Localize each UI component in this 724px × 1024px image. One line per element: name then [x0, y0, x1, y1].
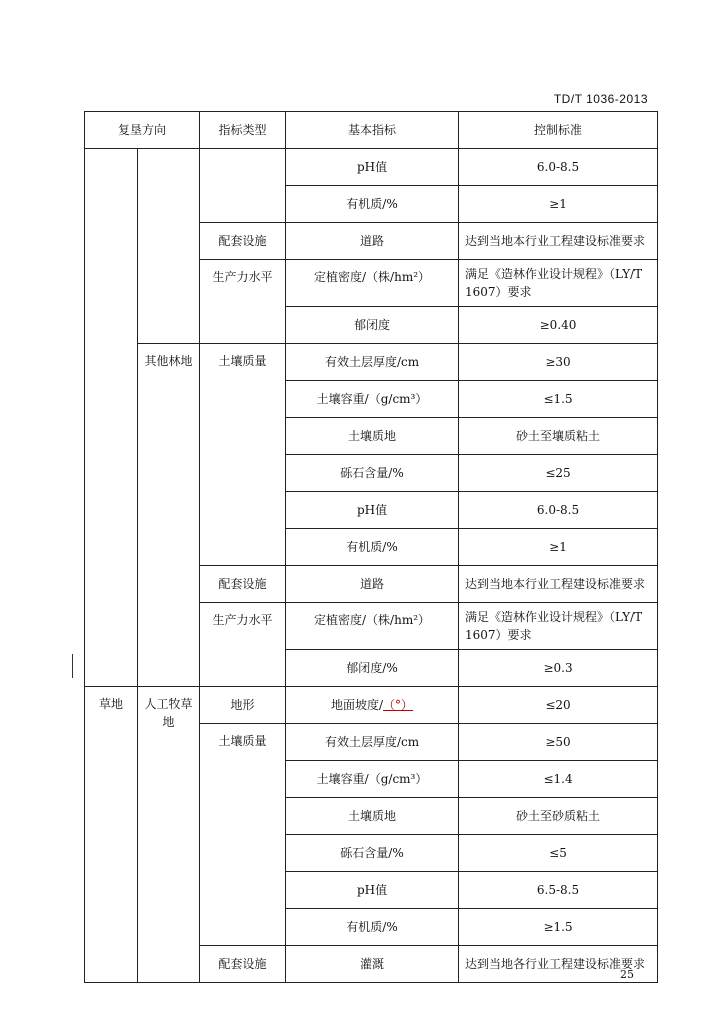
- indicator-cell: 有机质/%: [286, 909, 459, 946]
- indicator-cell: 土壤容重/（g/cm³）: [286, 381, 459, 418]
- table-row: [85, 149, 658, 186]
- standard-cell: ≥1.5: [459, 909, 658, 946]
- indicator-main-text: 地面坡度/: [330, 698, 384, 712]
- subcategory-cell: 人工牧草地: [138, 687, 200, 983]
- standard-cell: ≤1.5: [459, 381, 658, 418]
- standard-cell: ≥50: [459, 724, 658, 761]
- indicator-cell: 土壤质地: [286, 418, 459, 455]
- standard-cell: ≥0.3: [459, 650, 658, 687]
- indicator-cell: 土壤质地: [286, 798, 459, 835]
- indicator-cell: 郁闭度: [286, 307, 459, 344]
- standard-cell: 砂土至壤质粘土: [459, 418, 658, 455]
- category-cell-continued: [85, 149, 138, 687]
- subcategory-cell: 其他林地: [138, 344, 200, 687]
- type-cell: 配套设施: [200, 946, 286, 983]
- header-control-standard: 控制标准: [459, 112, 658, 149]
- revision-margin-mark: [72, 654, 73, 678]
- standard-cell: ≥30: [459, 344, 658, 381]
- standard-cell: ≥0.40: [459, 307, 658, 344]
- table-header-row: [85, 112, 658, 149]
- type-cell: 配套设施: [200, 223, 286, 260]
- header-indicator-type: 指标类型: [200, 112, 286, 149]
- tracked-change-text: （°）: [383, 698, 414, 712]
- type-cell: 生产力水平: [200, 603, 286, 687]
- standard-cell: 满足《造林作业设计规程》（LY/T 1607）要求: [459, 603, 658, 650]
- indicator-cell: 道路: [286, 223, 459, 260]
- indicator-cell: 定植密度/（株/hm²）: [286, 260, 459, 307]
- indicator-cell: 定植密度/（株/hm²）: [286, 603, 459, 650]
- type-cell-continued: [200, 149, 286, 223]
- type-cell: 配套设施: [200, 566, 286, 603]
- standard-cell: ≤5: [459, 835, 658, 872]
- indicator-cell: [286, 687, 459, 724]
- indicator-cell: pH值: [286, 149, 459, 186]
- subcategory-cell-continued: [138, 149, 200, 344]
- type-cell: 土壤质量: [200, 724, 286, 946]
- standard-cell: 6.0-8.5: [459, 149, 658, 186]
- standard-cell: ≥1: [459, 529, 658, 566]
- table-row: [85, 687, 658, 724]
- indicator-cell: 道路: [286, 566, 459, 603]
- indicator-cell: pH值: [286, 492, 459, 529]
- indicator-cell: 有效土层厚度/cm: [286, 344, 459, 381]
- indicator-cell: 土壤容重/（g/cm³）: [286, 761, 459, 798]
- indicator-cell: pH值: [286, 872, 459, 909]
- standard-cell: 6.0-8.5: [459, 492, 658, 529]
- standard-cell: 满足《造林作业设计规程》（LY/T 1607）要求: [459, 260, 658, 307]
- table-row: [85, 344, 658, 381]
- indicator-cell: 有机质/%: [286, 529, 459, 566]
- document-code: TD/T 1036-2013: [553, 92, 648, 106]
- standard-cell: ≥1: [459, 186, 658, 223]
- standard-cell: ≤20: [459, 687, 658, 724]
- header-direction: 复垦方向: [85, 112, 200, 149]
- type-cell: 地形: [200, 687, 286, 724]
- standard-cell: 达到当地本行业工程建设标准要求: [459, 223, 658, 260]
- reclamation-standards-table: [84, 111, 658, 983]
- indicator-cell: 郁闭度/%: [286, 650, 459, 687]
- header-basic-indicator: 基本指标: [286, 112, 459, 149]
- indicator-cell: 砾石含量/%: [286, 835, 459, 872]
- category-cell: 草地: [85, 687, 138, 983]
- type-cell: 土壤质量: [200, 344, 286, 566]
- standard-cell: 达到当地各行业工程建设标准要求: [459, 946, 658, 983]
- indicator-cell: 有机质/%: [286, 186, 459, 223]
- type-cell: 生产力水平: [200, 260, 286, 344]
- indicator-cell: 灌溉: [286, 946, 459, 983]
- standard-cell: 6.5-8.5: [459, 872, 658, 909]
- standard-cell: ≤25: [459, 455, 658, 492]
- indicator-cell: 有效土层厚度/cm: [286, 724, 459, 761]
- standard-cell: ≤1.4: [459, 761, 658, 798]
- page-number: 25: [620, 968, 634, 981]
- standard-cell: 砂土至砂质粘土: [459, 798, 658, 835]
- standard-cell: 达到当地本行业工程建设标准要求: [459, 566, 658, 603]
- indicator-cell: 砾石含量/%: [286, 455, 459, 492]
